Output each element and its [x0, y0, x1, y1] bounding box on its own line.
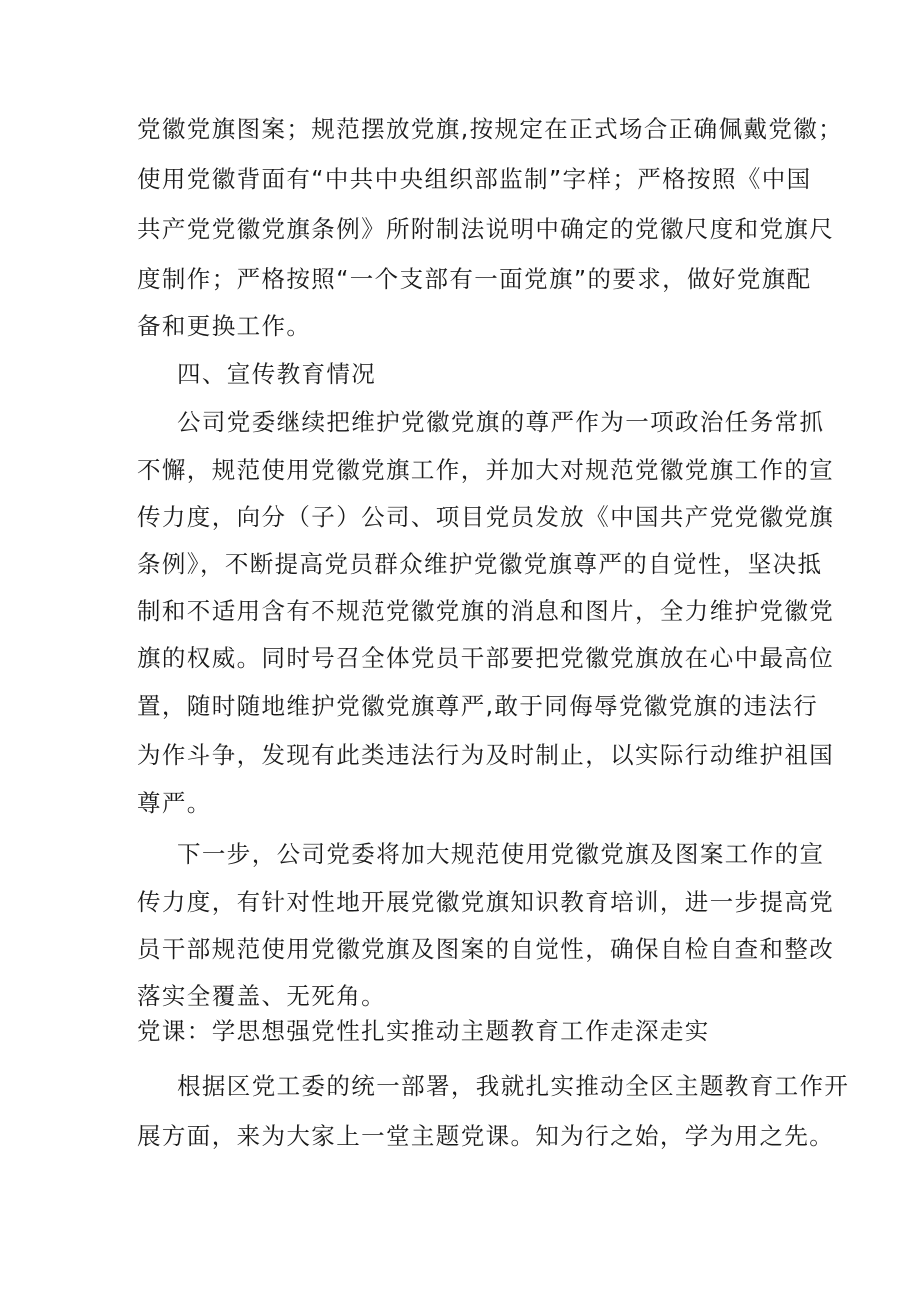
text-line: 共产党党徽党旗条例》所附制法说明中确定的党徽尺度和党旗尺 [137, 215, 835, 243]
text-line: 使用党徽背面有“中共中央组织部监制”字样；严格按照《中国 [137, 165, 812, 193]
text-line: 度制作；严格按照“一个支部有一面党旗”的要求，做好党旗配 [137, 265, 812, 293]
text-line: 传力度，向分（子）公司、项目党员发放《中国共产党党徽党旗 [137, 503, 835, 531]
text-line: 落实全覆盖、无死角。 [137, 982, 386, 1010]
text-line: 旗的权威。同时号召全体党员干部要把党徽党旗放在心中最高位 [137, 644, 835, 672]
text-line: 不懈，规范使用党徽党旗工作，并加大对规范党徽党旗工作的宣 [137, 456, 835, 484]
text-line: 置，随时随地维护党徽党旗尊严,敢于同侮辱党徽党旗的违法行 [137, 692, 819, 720]
text-line: 备和更换工作。 [137, 312, 312, 340]
text-line: 条例》，不断提高党员群众维护党徽党旗尊严的自觉性，坚决抵 [137, 550, 823, 578]
text-line: 党徽党旗图案；规范摆放党旗,按规定在正式场合正确佩戴党徽； [137, 115, 844, 143]
paragraph-first-line: 根据区党工委的统一部署，我就扎实推动全区主题教育工作开 [177, 1072, 850, 1100]
text-line: 展方面，来为大家上一堂主题党课。知为行之始，学为用之先。 [137, 1122, 835, 1150]
paragraph-first-line: 公司党委继续把维护党徽党旗的尊严作为一项政治任务常抓 [177, 408, 825, 436]
section-heading: 四、宣传教育情况 [177, 360, 377, 388]
text-line: 传力度，有针对性地开展党徽党旗知识教育培训，进一步提高党 [137, 888, 835, 916]
lesson-title: 党课：学思想强党性扎实推动主题教育工作走深走实 [137, 1017, 710, 1045]
text-line: 制和不适用含有不规范党徽党旗的消息和图片，全力维护党徽党 [137, 597, 835, 625]
paragraph-first-line: 下一步，公司党委将加大规范使用党徽党旗及图案工作的宣 [177, 840, 825, 868]
text-line: 尊严。 [137, 789, 212, 817]
text-line: 员干部规范使用党徽党旗及图案的自觉性，确保自检自查和整改 [137, 935, 835, 963]
text-line: 为作斗争，发现有此类违法行为及时制止，以实际行动维护祖国 [137, 741, 835, 769]
